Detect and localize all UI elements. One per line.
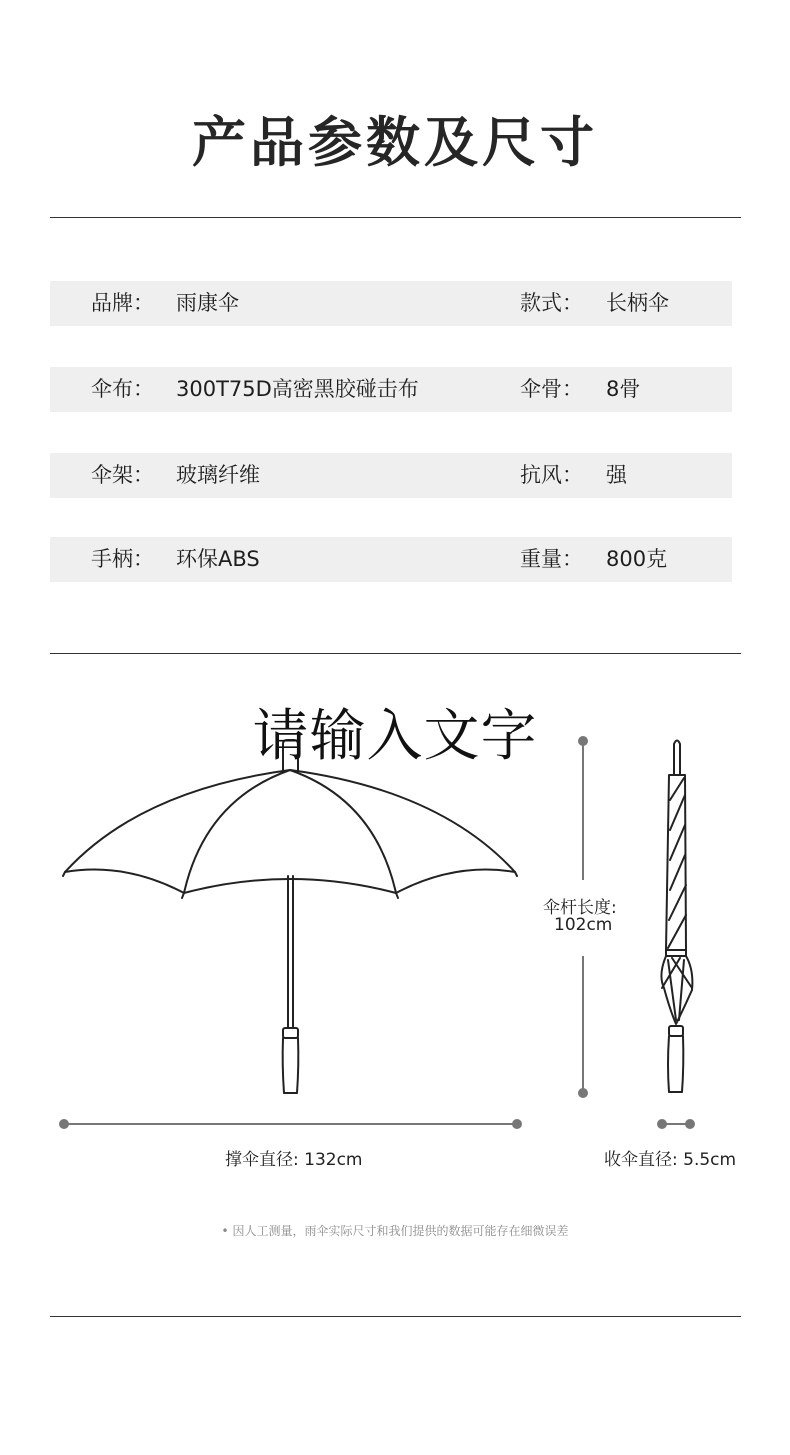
open-umbrella-icon xyxy=(63,740,517,1093)
spec-value-windproof: 强 xyxy=(606,463,627,487)
spec-label-weight: 重量： xyxy=(520,547,583,571)
spec-label-handle: 手柄： xyxy=(91,547,154,571)
closed-umbrella-icon xyxy=(661,741,692,1093)
divider-middle xyxy=(50,653,741,654)
spec-label-windproof: 抗风： xyxy=(520,463,583,487)
page-title: 产品参数及尺寸 xyxy=(192,111,598,174)
spec-value-ribs: 8骨 xyxy=(606,377,641,401)
shaft-length-value: 102cm xyxy=(554,915,613,935)
divider-top xyxy=(50,217,741,218)
closed-diameter-label: 收伞直径: 5.5cm xyxy=(604,1150,737,1170)
spec-value-frame: 玻璃纤维 xyxy=(176,463,260,487)
spec-value-style: 长柄伞 xyxy=(606,291,669,315)
spec-label-ribs: 伞骨： xyxy=(520,377,583,401)
placeholder-text: 请输入文字 xyxy=(252,704,538,769)
spec-value-brand: 雨康伞 xyxy=(176,291,239,315)
spec-row-fabric xyxy=(50,367,732,412)
spec-label-frame: 伞架： xyxy=(91,463,154,487)
divider-bottom xyxy=(50,1316,741,1317)
measurement-note: • 因人工测量，雨伞实际尺寸和我们提供的数据可能存在细微误差 xyxy=(221,1224,569,1238)
spec-value-handle: 环保ABS xyxy=(176,547,260,571)
shaft-length-label: 伞杆长度: xyxy=(543,898,617,918)
open-diameter-label: 撑伞直径: 132cm xyxy=(225,1150,363,1170)
spec-row-frame xyxy=(50,453,732,498)
spec-value-fabric: 300T75D高密黑胶碰击布 xyxy=(176,377,419,401)
spec-label-brand: 品牌： xyxy=(91,291,154,315)
spec-row-handle xyxy=(50,537,732,582)
spec-label-fabric: 伞布： xyxy=(91,377,154,401)
spec-value-weight: 800克 xyxy=(606,547,668,571)
spec-label-style: 款式： xyxy=(520,291,583,315)
spec-row-brand xyxy=(50,281,732,326)
